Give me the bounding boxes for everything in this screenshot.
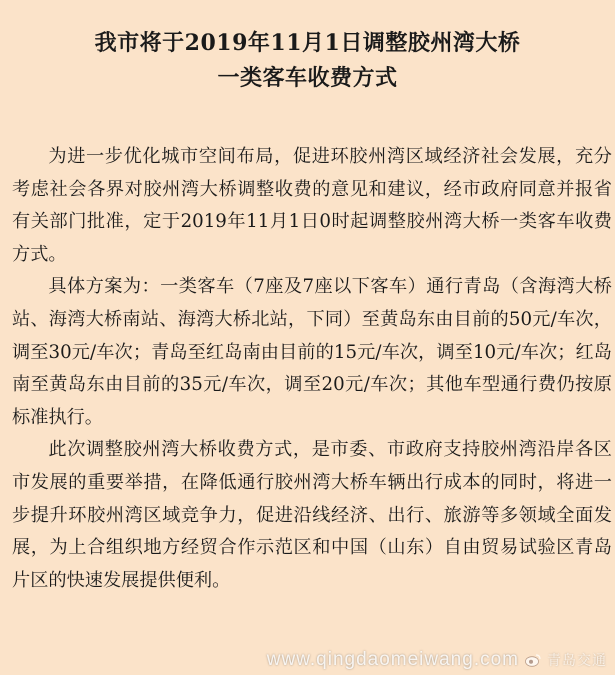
watermark [267, 649, 607, 671]
watermark-url: www.qingdaomeiwang.com [266, 649, 519, 670]
document-title-line-1: 我市将于2019年11月1日调整胶州湾大桥 [94, 30, 521, 56]
paragraph-plan: 具体方案为：一类客车（7座及7座以下客车）通行青岛（含海湾大桥站、海湾大桥南站、海湾大桥北站，下同）至黄岛东由目前的50元/车次，调至30元/车次；青岛至红岛南由目前的15元/车次，调至10元/车次；红岛南至黄岛东由目前的35元/车次，调至20元/车次；其他车型通行费仍按原标准执行。 [12, 276, 612, 428]
paragraph-intro: 为进一步优化城市空间布局，促进环胶州湾区域经济社会发展，充分考虑社会各界对胶州湾大桥调整收费的意见和建议，经市政府同意并报省有关部门批准，定于2019年11月1日0时起调整胶州湾大桥一类客车收费方式。 [12, 146, 612, 265]
document-title-line-2: 一类客车收费方式 [217, 65, 398, 91]
paragraph-significance: 此次调整胶州湾大桥收费方式，是市委、市政府支持胶州湾沿岸各区市发展的重要举措，在降低通行胶州湾大桥车辆出行成本的同时，将进一步提升环胶州湾区域竞争力，促进沿线经济、出行、旅游等多领域全面发展，为上合组织地方经贸合作示范区和中国（山东）自由贸易试验区青岛片区的快速发展提供便利。 [12, 439, 612, 591]
weibo-icon [525, 653, 541, 667]
document-body [12, 141, 612, 597]
watermark-label: 青岛交通 [547, 652, 607, 668]
